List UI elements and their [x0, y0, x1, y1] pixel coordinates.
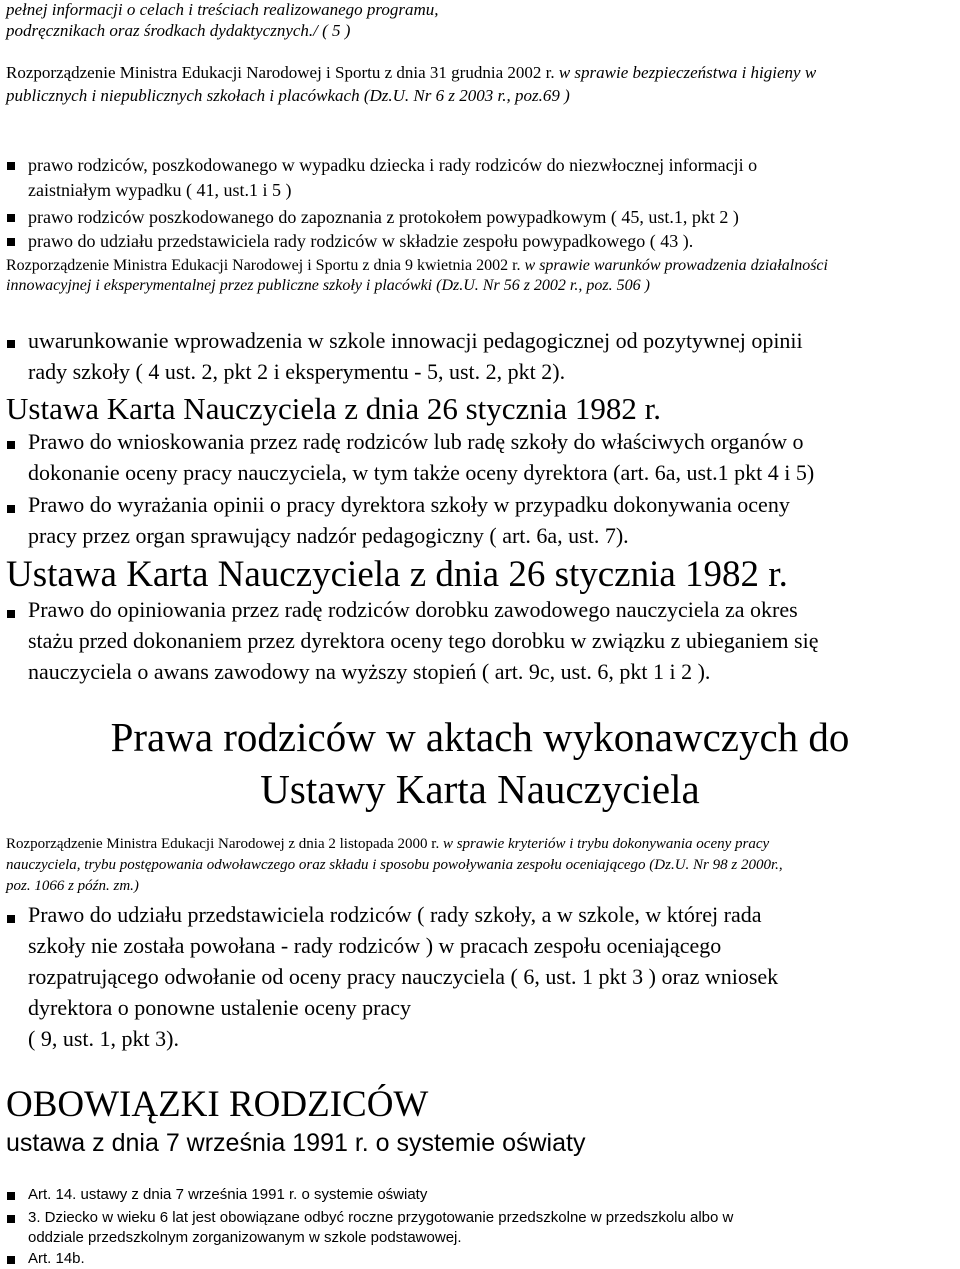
- regulation-3-subject: w sprawie kryteriów i trybu dokonywania oceny pracy: [442, 836, 770, 852]
- list-item-cont: rozpatrującego odwołanie od oceny pracy nauczyciela ( 6, ust. 1 pkt 3 ) oraz wniosek: [28, 964, 779, 989]
- regulation-2-line-2: innowacyjnej i eksperymentalnej przez publiczne szkoły i placówki (Dz.U. Nr 56 z 2002 r., poz. 506 ): [6, 277, 650, 294]
- bullet: [7, 915, 15, 923]
- list-item-cont: zaistniałym wypadku ( 41, ust.1 i 5 ): [28, 180, 292, 200]
- bullet: [7, 1215, 15, 1223]
- bullet: [7, 162, 15, 170]
- page-title-line-1: Prawa rodziców w aktach wykonawczych do: [110, 714, 850, 760]
- section-heading-1: Ustawa Karta Nauczyciela z dnia 26 stycznia 1982 r.: [6, 391, 662, 426]
- regulation-1-subject: w sprawie bezpieczeństwa i higieny w: [558, 63, 817, 82]
- bullet: [7, 1256, 15, 1264]
- regulation-3-line-2: nauczyciela, trybu postępowania odwoławczego oraz składu i sposobu powoływania zespołu oceniającego (Dz.U. Nr 98 z 2000r.,: [6, 857, 783, 873]
- page-title-line-2: Ustawy Karta Nauczyciela: [260, 766, 700, 812]
- list-item-cont: dyrektora o ponowne ustalenie oceny pracy: [28, 995, 412, 1020]
- list-item-cont: szkoły nie została powołana - rady rodziców ) w pracach zespołu oceniającego: [28, 933, 722, 958]
- list-item-cont: pracy przez organ sprawujący nadzór pedagogiczny ( art. 6a, ust. 7).: [28, 523, 629, 548]
- regulation-1-title: Rozporządzenie Ministra Edukacji Narodowej i Sportu z dnia 31 grudnia 2002 r.: [6, 63, 559, 82]
- obligations-heading: OBOWIĄZKI RODZICÓW: [6, 1084, 429, 1125]
- bullet: [7, 441, 15, 449]
- section-heading-2: Ustawa Karta Nauczyciela z dnia 26 stycznia 1982 r.: [6, 554, 788, 595]
- bullet: [7, 610, 15, 618]
- bullet: [7, 505, 15, 513]
- list-item-cont: rady szkoły ( 4 ust. 2, pkt 2 i eksperymentu - 5, ust. 2, pkt 2).: [28, 359, 566, 384]
- obligations-subheading: ustawa z dnia 7 września 1991 r. o systemie oświaty: [6, 1129, 586, 1157]
- list-item: Prawo do wyrażania opinii o pracy dyrektora szkoły w przypadku dokonywania oceny: [28, 492, 790, 517]
- regulation-2-subject: w sprawie warunków prowadzenia działalności: [524, 257, 828, 274]
- list-item: Prawo do wnioskowania przez radę rodziców lub radę szkoły do właściwych organów o: [28, 429, 804, 454]
- list-item: prawo rodziców poszkodowanego do zapoznania z protokołem powypadkowym ( 45, ust.1, pkt 2 ): [28, 207, 739, 227]
- regulation-1-line-2: publicznych i niepublicznych szkołach i placówkach (Dz.U. Nr 6 z 2003 r., poz.69 ): [6, 86, 570, 105]
- list-item-cont: stażu przed dokonaniem przez dyrektora oceny tego dorobku w związku z ubieganiem się: [28, 628, 819, 653]
- bullet: [7, 340, 15, 348]
- intro-line-1: pełnej informacji o celach i treściach realizowanego programu,: [6, 0, 439, 19]
- bullet: [7, 214, 15, 222]
- regulation-2-title: Rozporządzenie Ministra Edukacji Narodowej i Sportu z dnia 9 kwietnia 2002 r.: [6, 257, 525, 274]
- list-item: uwarunkowanie wprowadzenia w szkole innowacji pedagogicznej od pozytywnej opinii: [28, 328, 803, 353]
- regulation-3-line-3: poz. 1066 z późn. zm.): [6, 878, 139, 894]
- list-item-cont: nauczyciela o awans zawodowy na wyższy stopień ( art. 9c, ust. 6, pkt 1 i 2 ).: [28, 659, 711, 684]
- regulation-2-line-1: [6, 257, 828, 275]
- list-item: prawo do udziału przedstawiciela rady rodziców w składzie zespołu powypadkowego ( 43 ).: [28, 231, 694, 251]
- list-item: 3. Dziecko w wieku 6 lat jest obowiązane odbyć roczne przygotowanie przedszkolne w przedszkolu albo w: [28, 1209, 734, 1226]
- regulation-3-title: Rozporządzenie Ministra Edukacji Narodowej z dnia 2 listopada 2000 r.: [6, 836, 443, 852]
- list-item-cont: ( 9, ust. 1, pkt 3).: [28, 1026, 179, 1051]
- bullet: [7, 1192, 15, 1200]
- list-item: Art. 14. ustawy z dnia 7 września 1991 r. o systemie oświaty: [28, 1186, 428, 1203]
- bullet: [7, 238, 15, 246]
- regulation-3-line-1: [6, 836, 769, 853]
- regulation-1-line-1: [6, 63, 816, 83]
- list-item-cont: oddziale przedszkolnym zorganizowanym w szkole podstawowej.: [28, 1229, 462, 1246]
- intro-line-2: podręcznikach oraz środkach dydaktycznych./ ( 5 ): [6, 21, 351, 40]
- list-item: Prawo do opiniowania przez radę rodziców dorobku zawodowego nauczyciela za okres: [28, 597, 798, 622]
- list-item: prawo rodziców, poszkodowanego w wypadku dziecka i rady rodziców do niezwłocznej informacji o: [28, 155, 758, 175]
- list-item: Prawo do udziału przedstawiciela rodziców ( rady szkoły, a w szkole, w której rada: [28, 902, 762, 927]
- list-item-cont: dokonanie oceny pracy nauczyciela, w tym także oceny dyrektora (art. 6a, ust.1 pkt 4 i 5): [28, 460, 815, 485]
- list-item: Art. 14b.: [28, 1250, 85, 1267]
